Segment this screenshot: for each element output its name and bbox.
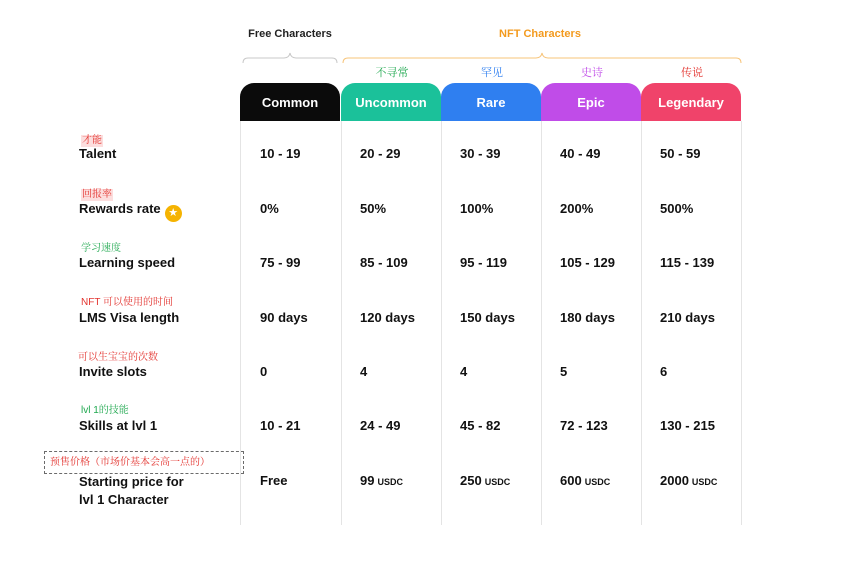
learning-epic-value: 105 - 129 — [560, 255, 615, 270]
rewards-legendary-value: 500% — [660, 201, 694, 216]
tier-header-uncommon: Uncommon — [341, 83, 441, 121]
skills-epic-value: 72 - 123 — [560, 418, 608, 433]
lms-visa-note: NFT 可以使用的时间 — [81, 297, 174, 308]
price-epic-value: 600 — [560, 473, 582, 488]
invite-slots-label: Invite slots — [79, 364, 147, 379]
skills-label: Skills at lvl 1 — [79, 418, 158, 433]
invite-epic-value: 5 — [560, 364, 568, 379]
skills-note: lvl 1的技能 — [81, 405, 129, 416]
invite-slots-note: 可以生宝宝的次数 — [78, 352, 158, 363]
skills-legendary-value: 130 - 215 — [660, 418, 715, 433]
nft-characters-header: NFT Characters — [499, 28, 581, 40]
rare-cn-note: 罕见 — [481, 67, 503, 79]
price-unit: USDC — [377, 477, 403, 487]
learning-common-value: 75 - 99 — [260, 255, 301, 270]
invite-legendary-value: 6 — [660, 364, 668, 379]
rewards-rate-label: Rewards rate — [79, 201, 161, 216]
price-rare — [460, 473, 510, 488]
price-legendary-value: 2000 — [660, 473, 689, 488]
tier-header-rare: Rare — [441, 83, 541, 121]
visa-epic-value: 180 days — [560, 310, 615, 325]
tier-header-common: Common — [240, 83, 340, 121]
starting-price-note: 预售价格（市场价基本会高一点的） — [50, 457, 210, 468]
rewards-rate-row-label — [79, 200, 182, 222]
star-coin-icon: ★ — [165, 205, 182, 222]
visa-rare-value: 150 days — [460, 310, 515, 325]
skills-uncommon-value: 24 - 49 — [360, 418, 401, 433]
price-common-value: Free — [260, 473, 288, 488]
column-divider — [541, 121, 542, 525]
column-divider — [441, 121, 442, 525]
nft-group-brace — [342, 52, 742, 64]
rewards-rate-note: 回报率 — [82, 189, 112, 200]
price-uncommon-value: 99 — [360, 473, 375, 488]
free-characters-header: Free Characters — [248, 28, 332, 40]
price-unit: USDC — [691, 477, 718, 487]
skills-rare-value: 45 - 82 — [460, 418, 501, 433]
talent-epic-value: 40 - 49 — [560, 146, 601, 161]
tier-header-legendary: Legendary — [641, 83, 741, 121]
visa-uncommon-value: 120 days — [360, 310, 415, 325]
column-divider — [341, 121, 342, 525]
learning-uncommon-value: 85 - 109 — [360, 255, 408, 270]
lms-visa-label: LMS Visa length — [79, 310, 180, 325]
price-unit: USDC — [484, 477, 511, 487]
column-divider — [641, 121, 642, 525]
talent-rare-value: 30 - 39 — [460, 146, 501, 161]
invite-uncommon-value: 4 — [360, 364, 368, 379]
learning-rare-value: 95 - 119 — [460, 255, 507, 270]
rewards-uncommon-value: 50% — [360, 201, 387, 216]
rewards-common-value: 0% — [260, 201, 279, 216]
skills-common-value: 10 - 21 — [260, 418, 301, 433]
starting-price-label-line1: Starting price for — [79, 474, 184, 489]
invite-common-value: 0 — [260, 364, 268, 379]
price-uncommon — [360, 473, 403, 488]
learning-speed-label: Learning speed — [79, 255, 176, 270]
talent-common-value: 10 - 19 — [260, 146, 301, 161]
price-epic — [560, 473, 610, 488]
starting-price-label-line2: lvl 1 Character — [79, 492, 169, 507]
free-group-brace — [242, 52, 338, 64]
price-rare-value: 250 — [460, 473, 482, 488]
visa-common-value: 90 days — [260, 310, 308, 325]
price-legendary — [660, 473, 717, 488]
price-unit: USDC — [584, 477, 611, 487]
visa-legendary-value: 210 days — [660, 310, 715, 325]
tier-header-epic: Epic — [541, 83, 641, 121]
epic-cn-note: 史诗 — [581, 67, 603, 79]
talent-uncommon-value: 20 - 29 — [360, 146, 401, 161]
rewards-epic-value: 200% — [560, 201, 594, 216]
talent-label: Talent — [79, 146, 117, 161]
talent-note: 才能 — [82, 135, 102, 146]
talent-legendary-value: 50 - 59 — [660, 146, 701, 161]
learning-speed-note: 学习速度 — [81, 243, 121, 254]
uncommon-cn-note: 不寻常 — [375, 67, 409, 79]
legendary-cn-note: 传说 — [681, 67, 703, 79]
rewards-rare-value: 100% — [460, 201, 494, 216]
invite-rare-value: 4 — [460, 364, 468, 379]
learning-legendary-value: 115 - 139 — [660, 255, 715, 270]
column-divider — [741, 121, 742, 525]
